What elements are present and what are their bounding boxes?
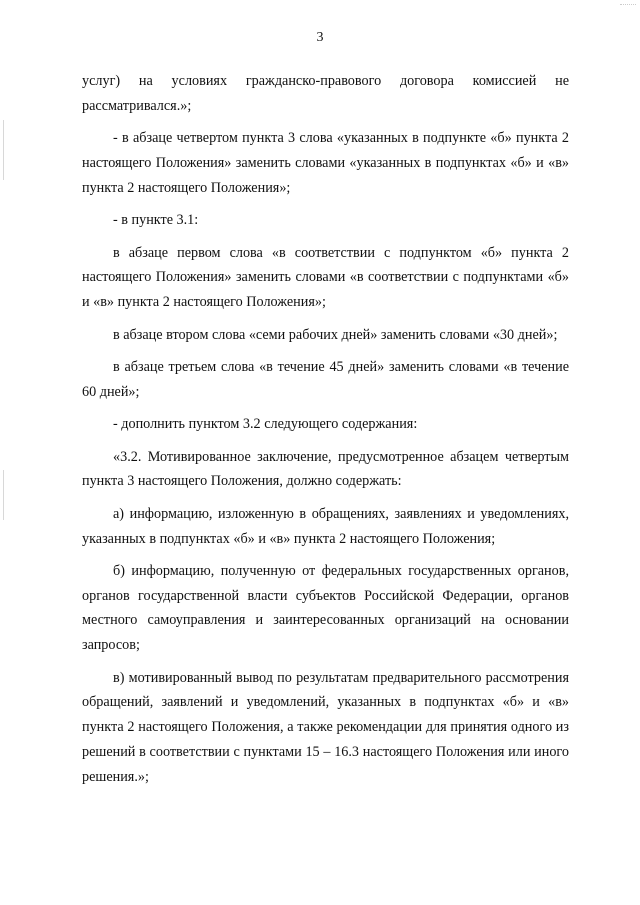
- paragraph-continuation: услуг) на условиях гражданско-правового договора комиссией не рассматривался.»;: [82, 73, 569, 114]
- document-body: [82, 69, 569, 797]
- page-number: 3: [316, 30, 324, 45]
- paragraph-point-3-1: - в пункте 3.1:: [113, 212, 199, 229]
- paragraph-item-v: в) мотивированный вывод по результатам предварительного рассмотрения обращений, заявлений и уведомлений, указанных в подпунктах «б» и «в» пункта 2 настоящего Положения, а также рекомендации для принятия одного из решений в соответствии с пунктами 15 – 16.3 настоящего Положения или иного решения.»;: [82, 669, 569, 785]
- paragraph-add-point-3-2: - дополнить пунктом 3.2 следующего содержания:: [113, 416, 418, 433]
- paragraph-amend-para4-p3: - в абзаце четвертом пункта 3 слова «указанных в подпункте «б» пункта 2 настоящего Положения» заменить словами «указанных в подпунктах «б» и «в» пункта 2 настоящего Положения»;: [82, 130, 569, 196]
- scan-corner-mark: [620, 4, 636, 11]
- paragraph-point-3-2-text: «3.2. Мотивированное заключение, предусмотренное абзацем четвертым пункта 3 настоящего Положения, должно содержать:: [82, 448, 569, 490]
- paragraph-amend-first-abzac: в абзаце первом слова «в соответствии с подпунктом «б» пункта 2 настоящего Положения» заменить словами «в соответствии с подпунктами «б» и «в» пункта 2 настоящего Положения»;: [82, 244, 569, 311]
- paragraph-amend-third-abzac: в абзаце третьем слова «в течение 45 дней» заменить словами «в течение 60 дней»;: [82, 358, 569, 400]
- paragraph-item-b: б) информацию, полученную от федеральных государственных органов, органов государственной власти субъектов Российской Федерации, органов местного самоуправления и заинтересованных организаций на основании запросов;: [82, 562, 569, 654]
- scan-margin-mark: [3, 470, 4, 520]
- scan-margin-mark: [3, 120, 4, 180]
- paragraph-amend-second-abzac: в абзаце втором слова «семи рабочих дней» заменить словами «30 дней»;: [113, 326, 558, 343]
- paragraph-item-a: а) информацию, изложенную в обращениях, заявлениях и уведомлениях, указанных в подпунктах «б» и «в» пункта 2 настоящего Положения;: [82, 505, 569, 547]
